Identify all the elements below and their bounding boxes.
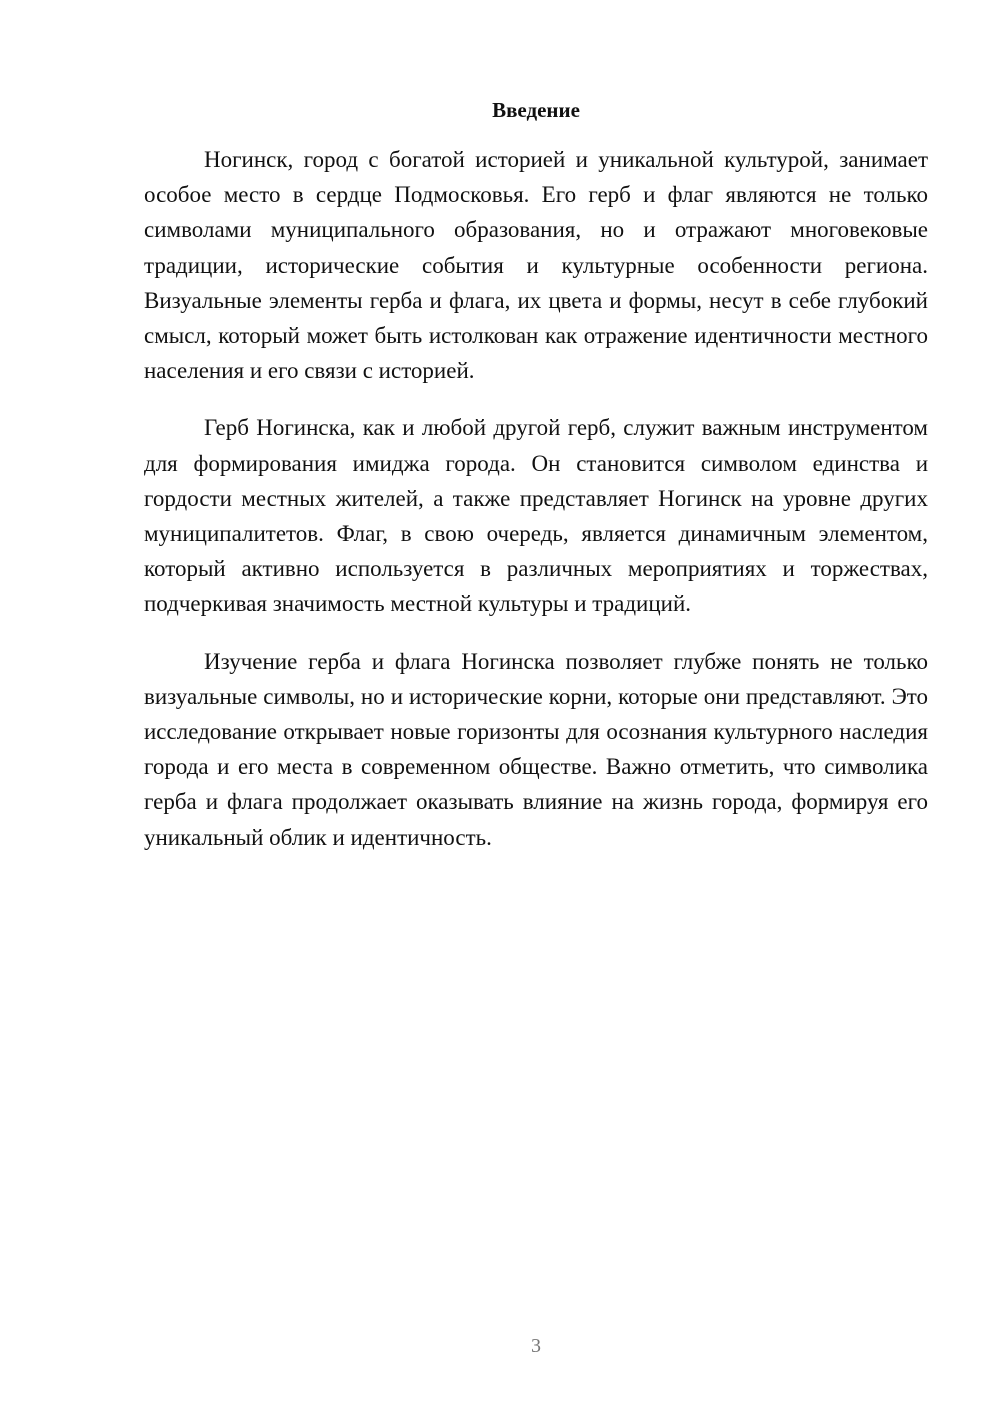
page-number: 3 — [531, 1335, 541, 1357]
body-text — [144, 142, 928, 877]
section-heading: Введение — [492, 98, 580, 122]
paragraph-1: Ногинск, город с богатой историей и уникальной культурой, занимает особое место в сердце Подмосковья. Его герб и флаг являются не только символами муниципального образования, но и отражают многовековые традиции, исторические события и культурные особенности региона. Визуальные элементы герба и флага, их цвета и формы, несут в себе глубокий смысл, который может быть истолкован как отражение идентичности местного населения и его связи с историей. — [144, 147, 928, 384]
paragraph-3: Изучение герба и флага Ногинска позволяет глубже понять не только визуальные символы, но и исторические корни, которые они представляют. Это исследование открывает новые горизонты для осознания культурного наследия города и его места в современном обществе. Важно отметить, что символика герба и флага продолжает оказывать влияние на жизнь города, формируя его уникальный облик и идентичность. — [144, 648, 928, 850]
paragraph-2: Герб Ногинска, как и любой другой герб, служит важным инструментом для формирования имиджа города. Он становится символом единства и гордости местных жителей, а также представляет Ногинск на уровне других муниципалитетов. Флаг, в свою очередь, является динамичным элементом, который активно используется в различных мероприятиях и торжествах, подчеркивая значимость местной культуры и традиций. — [144, 415, 928, 617]
